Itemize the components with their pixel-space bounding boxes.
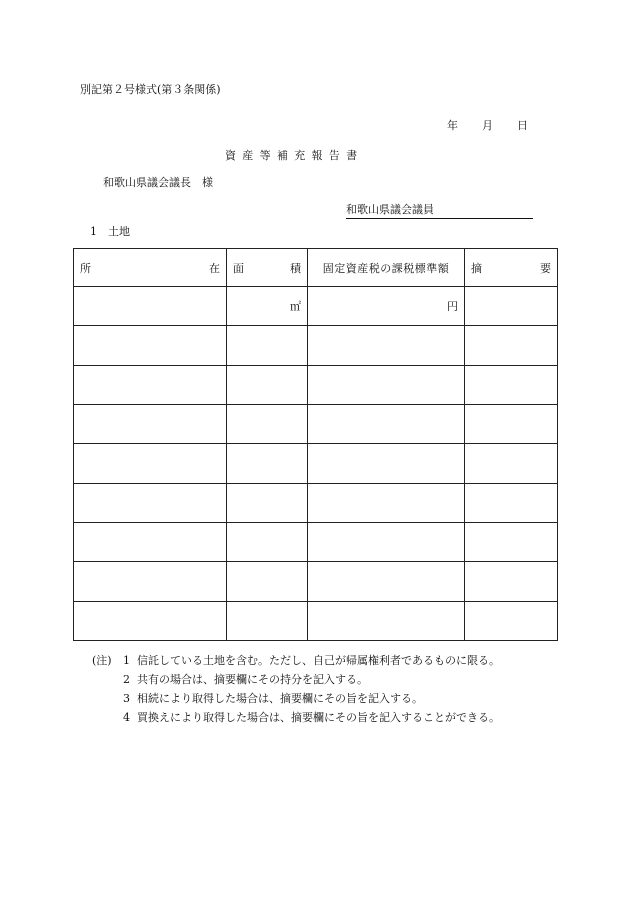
cell-remarks[interactable] [465,404,558,443]
cell-remarks[interactable] [465,444,558,483]
note-number: 2 [123,673,130,686]
table-row [74,326,558,365]
land-table [73,248,558,641]
cell-tax-value[interactable] [308,444,465,483]
cell-location[interactable] [74,365,227,404]
cell-location[interactable] [74,287,227,326]
cell-tax-value-unit[interactable]: 円 [308,287,465,326]
cell-remarks[interactable] [465,287,558,326]
cell-area-unit[interactable]: ㎡ [227,287,308,326]
header-location [74,249,227,287]
cell-remarks[interactable] [465,365,558,404]
addressee: 和歌山県議会議長 様 [103,176,213,189]
date-day-label: 日 [517,119,528,132]
notes-prefix: (注) [92,654,112,667]
table-row [74,522,558,561]
table-row [74,287,558,326]
cell-area[interactable] [227,326,308,365]
header-location-char-2: 在 [209,261,220,275]
document-title: 資産等補充報告書 [225,149,364,162]
cell-location[interactable] [74,483,227,522]
header-area-char-1: 面 [233,261,244,275]
cell-tax-value[interactable] [308,601,465,640]
table-row [74,444,558,483]
cell-area[interactable] [227,444,308,483]
cell-remarks[interactable] [465,326,558,365]
note-indent [92,670,123,689]
cell-tax-value[interactable] [308,522,465,561]
cell-remarks[interactable] [465,562,558,601]
header-tax-value: 固定資産税の課税標準額 [308,249,465,287]
reporter-signature-line: 和歌山県議会議員 [346,203,533,219]
cell-remarks[interactable] [465,483,558,522]
header-area [227,249,308,287]
cell-area[interactable] [227,601,308,640]
cell-location[interactable] [74,326,227,365]
note-number: 3 [123,692,130,705]
cell-tax-value[interactable] [308,326,465,365]
note-text: 共有の場合は、摘要欄にその持分を記入する。 [137,673,368,686]
note-indent [92,689,123,708]
table-row [74,483,558,522]
note-item [92,689,500,708]
cell-area[interactable] [227,483,308,522]
cell-tax-value[interactable] [308,483,465,522]
cell-area[interactable] [227,562,308,601]
cell-location[interactable] [74,404,227,443]
cell-tax-value[interactable] [308,562,465,601]
section-heading-land: 1 土地 [90,225,130,238]
note-item [92,708,500,727]
cell-area[interactable] [227,404,308,443]
note-text: 相続により取得した場合は、摘要欄にその旨を記入する。 [137,692,423,705]
header-remarks-char-1: 摘 [471,261,482,275]
cell-remarks[interactable] [465,601,558,640]
note-text: 買換えにより取得した場合は、摘要欄にその旨を記入することができる。 [137,711,500,724]
form-label: 別記第２号様式(第３条関係) [80,83,221,96]
table-row [74,365,558,404]
cell-tax-value[interactable] [308,404,465,443]
cell-remarks[interactable] [465,522,558,561]
header-remarks-char-2: 要 [540,261,551,275]
cell-area[interactable] [227,365,308,404]
header-location-char-1: 所 [80,261,91,275]
cell-location[interactable] [74,444,227,483]
table-row [74,601,558,640]
header-area-char-2: 積 [290,261,301,275]
cell-location[interactable] [74,522,227,561]
note-indent [92,708,123,727]
note-item [92,670,500,689]
header-remarks [465,249,558,287]
table-row [74,404,558,443]
date-month-label: 月 [482,119,493,132]
note-text: 信託している土地を含む。ただし、自己が帰属権利者であるものに限る。 [137,654,500,667]
note-number: 1 [123,654,130,667]
date-year-label: 年 [447,119,458,132]
cell-location[interactable] [74,601,227,640]
cell-area[interactable] [227,522,308,561]
table-header-row [74,249,558,287]
notes [92,651,500,727]
note-number: 4 [123,711,130,724]
table-row [74,562,558,601]
note-item [92,651,500,670]
cell-tax-value[interactable] [308,365,465,404]
cell-location[interactable] [74,562,227,601]
